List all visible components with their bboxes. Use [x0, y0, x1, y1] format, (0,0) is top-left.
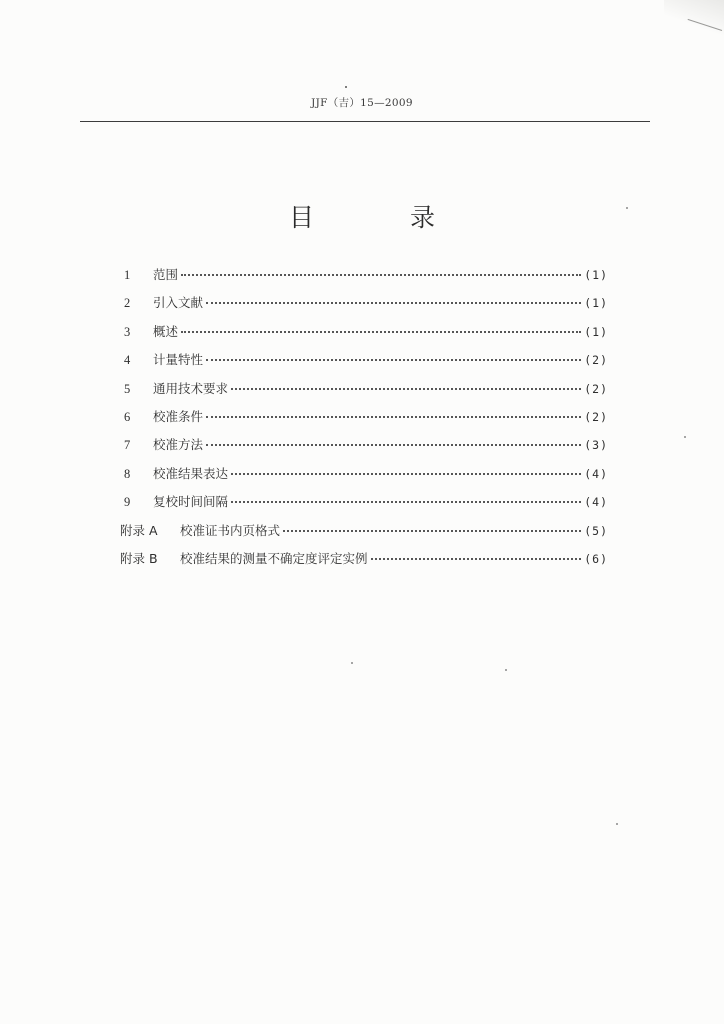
- toc-entry-appendix: [120, 549, 608, 577]
- toc-entry-page: (6): [584, 551, 608, 566]
- toc-entry-page: (2): [584, 381, 608, 396]
- toc-entry-page: (1): [584, 268, 608, 282]
- dot-leader: [206, 301, 581, 304]
- toc-entry: [120, 322, 608, 350]
- running-header: JJF（吉）15—2009: [311, 97, 413, 109]
- toc-entry: [120, 293, 608, 321]
- toc-entry-title: 计量特性: [153, 352, 204, 368]
- toc-entry-page: (2): [584, 409, 608, 424]
- scan-speck: [684, 436, 686, 438]
- toc-entry-page: (3): [584, 438, 608, 453]
- toc-entry-title: 校准条件: [153, 408, 204, 424]
- dot-leader: [231, 387, 581, 390]
- toc-entry-title: 校准结果的测量不确定度评定实例: [180, 550, 368, 566]
- toc-entry: [120, 350, 608, 378]
- toc-entry-page: (5): [584, 523, 608, 538]
- toc-entry: [120, 464, 608, 492]
- toc-entry-title: 复校时间间隔: [153, 494, 229, 510]
- toc-entry-page: (1): [584, 296, 608, 311]
- toc-entry-page: (2): [584, 353, 608, 368]
- toc-entry-title: 通用技术要求: [153, 380, 229, 396]
- dot-leader: [231, 472, 581, 475]
- toc-entry-page: (4): [584, 495, 608, 510]
- scan-speck: [345, 86, 347, 88]
- toc-entry-title: 范围: [153, 267, 179, 282]
- toc-entry-number: 5: [124, 381, 131, 396]
- header-rule: [80, 121, 650, 122]
- toc-entry: [120, 492, 608, 520]
- toc-entry-page: (1): [584, 324, 608, 339]
- toc-entry-number: 7: [124, 438, 131, 453]
- toc-entry-number: 4: [124, 353, 131, 368]
- toc-entry-title: 校准方法: [153, 437, 204, 453]
- scan-speck: [616, 823, 618, 825]
- dot-leader: [181, 273, 581, 276]
- dot-leader: [206, 358, 581, 361]
- toc-entry-title: 校准结果表达: [153, 465, 229, 481]
- toc-entry-page: (4): [584, 466, 608, 481]
- scan-speck: [505, 669, 507, 671]
- dot-leader: [231, 500, 581, 503]
- toc-appendix-number: 附录 B: [120, 550, 158, 566]
- toc-entry: [120, 379, 608, 407]
- table-of-contents: [120, 265, 608, 577]
- scan-speck: [351, 662, 353, 664]
- toc-entry: [120, 435, 608, 463]
- toc-appendix-number: 附录 A: [120, 522, 158, 538]
- toc-entry-number: 6: [124, 409, 131, 424]
- dot-leader: [283, 529, 581, 532]
- toc-entry-title: 校准证书内页格式: [180, 522, 281, 538]
- toc-entry: [120, 407, 608, 435]
- dot-leader: [181, 330, 581, 333]
- toc-entry-number: 3: [124, 324, 131, 339]
- toc-entry-number: 2: [124, 296, 131, 311]
- dot-leader: [206, 415, 581, 418]
- toc-entry-title: 引入文献: [153, 295, 204, 311]
- scan-speck: [626, 207, 628, 209]
- toc-entry: [120, 265, 608, 293]
- toc-entry-title: 概述: [153, 323, 179, 339]
- toc-entry-number: 8: [124, 466, 131, 481]
- dot-leader: [206, 443, 581, 446]
- page-title: 目 录: [289, 203, 479, 232]
- toc-entry-number: 9: [124, 495, 131, 510]
- dot-leader: [371, 557, 582, 560]
- toc-entry-appendix: [120, 521, 608, 549]
- toc-entry-number: 1: [124, 268, 131, 282]
